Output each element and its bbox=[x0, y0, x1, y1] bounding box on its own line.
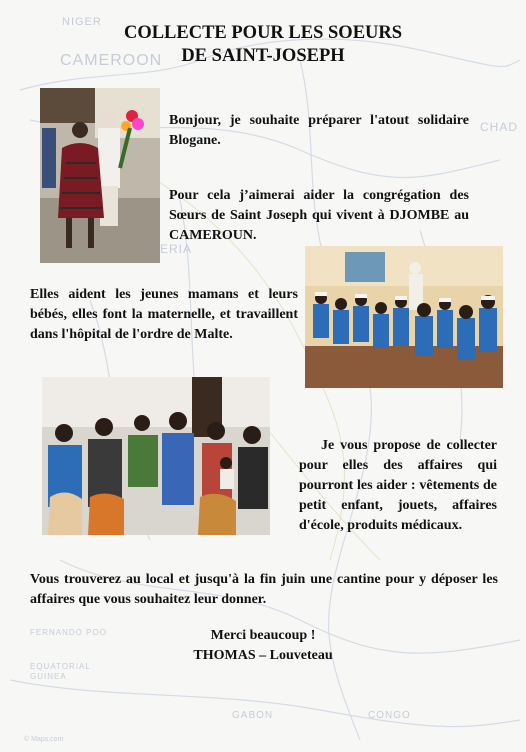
map-label-niger: NIGER bbox=[62, 16, 102, 28]
photo-nun-with-flowers bbox=[40, 88, 160, 263]
photo-mothers-and-babies bbox=[42, 377, 270, 535]
photo-kindergarten-children bbox=[305, 246, 503, 388]
map-label-congo: CONGO bbox=[368, 710, 411, 721]
paragraph-proposal bbox=[299, 436, 497, 536]
paragraph-intro: Bonjour, je souhaite préparer l'atout solidaire Blogane. bbox=[169, 113, 469, 148]
page-title bbox=[0, 22, 526, 68]
paragraph-proposal-text: Je vous propose de collecter pour elles des affaires qui pourront les aider : vêtements de petit enfant, jouets, affaires d'école, produits médicaux. bbox=[299, 438, 497, 533]
map-label-equatorial: EQUATORIAL bbox=[30, 662, 91, 671]
map-label-chad: CHAD bbox=[480, 120, 519, 134]
map-label-guinea: GUINEA bbox=[30, 672, 67, 681]
map-label-fernando: FERNANDO POO bbox=[30, 628, 107, 637]
paragraph-activities: Elles aident les jeunes mamans et leurs bébés, elles font la maternelle, et travaillent dans l'hôpital de l'ordre de Malte. bbox=[30, 287, 298, 342]
map-copyright: © Maps.com bbox=[24, 736, 64, 743]
map-label-gabon: GABON bbox=[232, 710, 274, 721]
closing-thanks: Merci beaucoup ! bbox=[210, 628, 316, 643]
title-line-1: COLLECTE POUR LES SOEURS bbox=[123, 23, 403, 43]
map-label-cameroon: CAMEROON bbox=[60, 52, 163, 69]
paragraph-congregation: Pour cela j’aimerai aider la congrégation des Sœurs de Saint Joseph qui vivent à DJOMBE au CAMEROUN. bbox=[169, 188, 469, 243]
title-line-2: DE SAINT-JOSEPH bbox=[181, 46, 345, 66]
map-label-nigeria: ERIA bbox=[160, 242, 193, 256]
paragraph-collection-box: Vous trouverez au local et jusqu'à la fin juin une cantine pour y déposer les affaires que vous souhaitez leur donner. bbox=[30, 572, 498, 607]
closing-signature: THOMAS – Louveteau bbox=[193, 648, 333, 663]
